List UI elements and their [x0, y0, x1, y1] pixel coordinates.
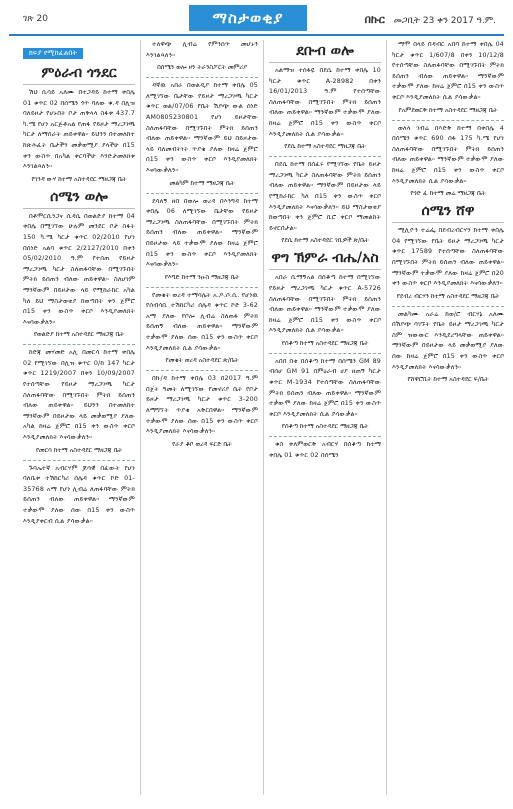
notice	[146, 374, 258, 450]
notice-body: ሽህ ሲሳይ አለሙ በተጋዳይ ከተማ ቀበሌ 01 ቁጥር 02 በሰሜን ጎጥ ባለው ቁ.ዳ በሊዝ ባለይዞታ የሆኑበት ቦታ ጠቅላላ ስፋቱ 437.7 ካ.ሜ የሆነ አርጅቶአል የጠፋ የይዞታ ማረጋገጫ ካርታ ለማሰራት ጠይቀዋል። ይህንን በተመለከተ ከጽሕፈት ቤታችን መቃወሚያ ያላችሁ በ15 ቀን ውስጥ በአካል ቀርባችሁ እንድታመለክቱ እንገልጻለን።	[23, 89, 135, 171]
notice-separator	[23, 460, 135, 461]
notice-body: ማሞ በላይ በዳብር አበባ ከተማ ቀበሌ 04 ካርታ ቁጥር 1/607/8 በቀን 10/12/8 የተሰጣቸው ስለጠፋባቸው በሚገኙበት ምትክ ይሰጠን ብለው ጠይቀዋል። ማንኛውም ተቃውሞ ያለው ከዛሬ ጀምሮ በ15 ቀን ውስጥ ቀርቦ እንዲያመለክት ሲል ያሳውቃል።	[392, 41, 504, 101]
notice-body: ከድጃ መሃመድ አሊ በመርሳ ከተማ ቀበሌ 02 የሚገኘው በሊዝ ቁጥር 0/ከ 147 ካርታ ቁጥር 1219/2007 በቀን 10/09/2007 የተሰጣቸው የይዞታ ማረጋገጫ ካርታ ስለጠፋባቸው በሚገኙበት ምትክ ይሰጠን ብለው ጠይቀዋል። ይህንን በተመለከተ ማንኛውም በይዞታው ላይ መቃወሚያ ያለው አካል ከዛሬ ጀምሮ በ15 ቀን ውስጥ ቀርቦ እንዲያመለክት እናሳውቃለን።	[23, 349, 135, 442]
notice-body: አበራ ሲማኝአል በሰቆጣ ከተማ በሚገኘው የይዞታ ማረጋገጫ ካርታ ቁጥር A-5726 ስለጠፋባቸው በሚገኙበት ምትክ ይሰጠን ብለው ጠይቀዋል። ማንኛውም ተቃውሞ ያለው ከዛሬ ጀምሮ በ15 ቀን ውስጥ ቀርቦ እንዲያመለክት ሲል ያሳውቃል።	[269, 274, 381, 335]
notice-body: ወለላ ገብሬ በእድቅ ከተማ በቀበሌ 4 በሰሜን ቁጥር 690 ሰፋ 175 ካ.ሜ የሆነ ስለጠፋባቸው በሚገኙበት ምትክ ይሰጠን ብለው ጠይቀዋል። ማንኛውም ተቃውሞ ያለው ከዛሬ ጀምሮ በ15 ቀን ውስጥ ቀርቦ እንዲያመለክት ሲል ያሳውቃል።	[392, 124, 504, 185]
notice-body: በቶሞርሲንጋና ሲዳሴ በወልድያ ከተማ 04 ቀበሌ በሚገኘው ሁሉም መንደር ቦታ ስፋት 150 ካ.ሜ ካርታ ቁጥር 02/2010 የሆነ በሰነድ አልባ ቁጥር 2/2127/2010 በቀን 05/02/2010 ዓ.ም የተሰጠ የይዞታ ማረጋገጫ ካርታ ስለጠፋባቸው በሚገኙበት ምትክ ይሰጠን ብለው ጠይቀዋል። ስለሆነም ማንኛውም በይዞታው ላይ የሚከራከር አካል ካለ ይህ ማስታወቂያ ከወጣበት ቀን ጀምሮ በ15 ቀን ውስጥ ቀርቦ እንዲያመለክት እናሳውቃለን።	[23, 212, 135, 326]
notice-signature: የራያ ቆቦ ወረዳ ፍርድ ቤት	[172, 440, 232, 448]
column-divider	[386, 40, 387, 795]
notice	[269, 250, 381, 349]
region-heading: ሰሜን ሸዋ	[392, 203, 504, 223]
notice-columns	[23, 40, 504, 799]
notice	[269, 440, 381, 461]
notice-signature: የደሴ ከተማ አስተዳደር ገቢዎች ጽ/ቤት	[281, 237, 369, 245]
notice-signature: የጎድ ፈ ከተማ መሬ ማዘጋጃ ቤት	[410, 190, 486, 198]
notice-signature: የሰቆጣ ከተማ አስተዳደር ማዘጋጃ ቤት	[281, 339, 369, 347]
notice-body: በደሴ ከተማ በሰፈሩ የሚገኘው የቤት ይዞታ ማረጋገጫ ካርታ ስለጠፋባቸው ምትክ ይሰጠን ብለው ጠይቀዋል። ማንኛውም በይዞታው ላይ የሚከራከር ካለ በ15 ቀን ውስጥ ቀርቦ እንዲያመለክት እናሳውቃለን። ይህ ማስታወቂያ ከወጣበት ቀን ጀምሮ ቢሮ ቀርቦ ማመልከት ይኖርበታል።	[269, 161, 381, 232]
notice	[23, 348, 135, 455]
notice	[23, 189, 135, 341]
notice-separator	[146, 77, 258, 78]
notice-body: በኩ/ዳ ከተማ ቀበሌ 03 በ2017 ዓ.ም በጀት ዓመት ለሚገኘው የመኖሪያ ቤት የቦታ ይዞታ ማረጋገጫ ካርታ ቁጥር 3-200 ለማግኘት ጥያቄ አቅርበዋል። ማንኛውም ተቃውሞ ያለው ሰው በ15 ቀን ውስጥ ቀርቦ እንዲያመለክት እናሳውቃለን።	[146, 375, 258, 436]
notice-signature: የመቄት ወረዳ አስተዳደር ጽ/ቤት	[165, 357, 239, 365]
region-heading: ዋግ ኽምራ ብሔ/አስ	[269, 250, 381, 270]
notice-body: አበበ በቂ በሰቆጣ ከተማ በሰሜን GM 89 ብሰሆ GM 91 በምዕራብ ሀያ ዘጠኝ ካርታ ቁጥር M-1934 የተሰጣቸው ስለጠፋባቸው ምትክ ይሰጠን ብለው ጠይቀዋል። ማንኛውም ተቃውሞ ያለው ከዛሬ ጀምሮ በ15 ቀን ውስጥ ቀርቦ እንዲያመለክት ሲል ያሳውቃል።	[269, 357, 381, 418]
notice-signature: በሰሜን ወሎ ዞን ትራንስፖርት መምሪያ	[157, 64, 247, 72]
notice-body: ጉባኤተኛ አብርሃም ጆሳዊ በፈውት የሆነ ባለቤቱ ተሽከርካሪ ሰሌዳ ቁጥር ኮድ 01-35768 አማ የሆነ ሊብሬ ለጠፋባቸው ምትክ ይሰጠን ብለው ጠይቀዋል። ማንኛውም ተቃውሞ ያለው ሰው በ15 ቀን ውስጥ እንዲያቀርብ ሲል ያሳውቃል።	[23, 464, 135, 525]
column-1	[23, 40, 135, 799]
paper-name: በኩር	[364, 13, 385, 26]
notice	[392, 310, 504, 386]
notice-separator	[23, 344, 135, 345]
notice-signature: የደሴ ከተማ አስተዳደር ማዘጋጃ ቤት	[284, 143, 366, 151]
notice-body: አልማዝ ተሰፋዬ በደሴ ከተማ ቀበሌ 10 ካርታ ቁጥር A-28982 በቀን 16/01/2013 ዓ.ም የተሰጣቸው ስለጠፋባቸው በሚገኙበት ምትክ ይሰጠን ብለው ጠይቀዋል። ማንኛውም ተቃውሞ ያለው ከዛሬ ጀምሮ በ15 ቀን ውስጥ ቀርቦ እንዲያመለክት ሲል ያሳውቃል።	[269, 67, 381, 138]
notice	[23, 65, 135, 185]
column-divider	[263, 40, 264, 795]
notice-signature: የሸዋሮቢት ከተማ አስተዳደር ፍ/ቤት	[407, 376, 489, 384]
paid-notice-tag: ክፍያ የሚከፈልበት	[23, 48, 83, 59]
notice-separator	[269, 436, 381, 437]
notice-body: መልካሙ አራሬ ከወ/ሮ ብርሃኔ አለሙ በሽያጭ ባገኙት የቤት ይዞታ ማረጋገጫ ካርታ ስም ዝውውር እንዲደረግላቸው ጠይቀዋል። ማንኛውም በይዞታው ላይ መቃወሚያ ያለው ሰው ከዛሬ ጀምሮ በ15 ቀን ውስጥ ቀርቦ እንዲያመለክት እናሳውቃለን።	[392, 310, 504, 371]
region-heading: ደቡብ ወሎ	[269, 43, 381, 63]
notice-signature: የደብረ ብርሃን ከተማ አስተዳደር ማዘጋጃ ቤት	[396, 292, 500, 300]
notice-signature: መልካም ከተማ ማዘጋጃ ቤት	[169, 179, 235, 187]
notice-separator	[146, 287, 258, 288]
notice-separator	[269, 156, 381, 157]
notice	[392, 203, 504, 302]
column-3	[269, 40, 381, 799]
notice	[269, 357, 381, 433]
notice-body: ቁስ ቀለምወርቅ አብርሃ በሰቆጣ ከተማ ቀበሌ 01 ቁጥር 02 በሰሜን	[269, 441, 381, 460]
newspaper-page	[9, 4, 504, 799]
notice-signature: የሰቆጣ ከተማ አስተዳደር ማዘጋጃ ቤት	[281, 423, 369, 431]
notice-signature: የእግድ ከተማ ንዑስ ማዘጋጃ ቤት	[164, 273, 240, 281]
notice-signature: የወልድያ ከተማ አስተዳደር ማዘጋጃ ቤት	[33, 331, 125, 339]
notice-separator	[146, 370, 258, 371]
notice-separator	[269, 353, 381, 354]
notice	[146, 291, 258, 367]
notice	[392, 40, 504, 116]
notice-signature: የአምደወርቅ ከተማ አስተዳደር ማዘጋጃ ቤት	[398, 106, 498, 114]
paper-info	[365, 13, 496, 27]
notice-body: ተለዋጭ ሊብሬ የምንሰጥ መሆኑን እንገልጻለን።	[146, 41, 258, 59]
notice-body: ሚሊዮን ተሬፌ በደብረብርሃን ከተማ ቀበሌ 04 የሚገኘው የቤት ይዞታ ማረጋገጫ ካርታ ቁጥር 17589 የተሰጣቸው ስለጠፋባቸው በሚገኙበት ምትክ ይሰጠን ብለው ጠይቀዋል። ማንኛውም ተቃውሞ ያለው ከዛሬ ጀምሮ በ20 ቀን ውስጥ ቀርቦ እንዲያመለክት እናሳውቃለን።	[392, 227, 504, 288]
notice-body: የመቄት ወረዳ ተማሳሌት አ.ዶ.ሶ.ሲ. የሆነዉ የሰብሳቢ ተሽከርካሪ ሰሌዳ ቁጥር ኮድ 3-62 አማ ያለው የቦሎ ሊብሬ ስለጠፋ ምትክ ይሰጠኝ ብለው ጠይቀዋል። ማንኛውም ተቃውሞ ያለው ሰው በ15 ቀን ውስጥ ቀርቦ እንዲያመለክት ሲል ያሳውቃል።	[146, 291, 258, 352]
notice	[23, 464, 135, 528]
section-banner: ማስታወቂያ	[189, 5, 307, 31]
notice	[146, 81, 258, 188]
notice-signature: የመርሳ ከተማ አስተዳደር ማዘጋጃ ቤት	[35, 446, 123, 454]
notice-separator	[392, 306, 504, 307]
notice-separator	[392, 120, 504, 121]
notice	[269, 160, 381, 246]
notice-body: ደሳለኝ ዘበ በወሎ ወረዳ በእንግዳ ከተማ ቀበሌ 06 ለሚገኘው ቤታቸው የይዞታ ማረጋገጫ ስለጠፋባቸው በሚገኙበት ምትክ ይሰጠን ብለው ጠይቀዋል። ማንኛውም በይዞታው ላይ ተቃውሞ ያለው ከዛሬ ጀምሮ በ15 ቀን ውስጥ ቀርቦ እንዲያመለክት እናሳውቃለን።	[146, 197, 258, 269]
notice	[146, 40, 258, 73]
notice	[392, 124, 504, 200]
page-header	[9, 4, 504, 36]
page-number: ገጽ 20	[23, 14, 49, 24]
column-2	[146, 40, 258, 799]
region-heading: ሰሜን ወሎ	[23, 189, 135, 209]
region-heading: ምዕራብ ጎንደር	[23, 65, 135, 85]
column-divider	[140, 40, 141, 795]
column-4	[392, 40, 504, 799]
notice-separator	[146, 193, 258, 194]
notice-body: ዳኛዉ አበራ በወልዲያ ከተማ ቀበሌ 05 ለሚገኘው ቤታቸው የይዞታ ማረጋገጫ ካርታ ቁጥር ወል/07/06 የቤት ሽያጭ ውል ሰነድ AM0805230801 የሆነ ይዞታቸው ስለጠፋባቸው በሚገኙበት ምትክ ይሰጠን ብለው ጠይቀዋል። ማንኛውም ይህ በይዞታው ላይ ባለመብትነት ጥያቄ ያለው ከዛሬ ጀምሮ በ15 ቀን ውስጥ ቀርቦ እንዲያመለክት እናሳውቃለን።	[146, 82, 258, 174]
issue-date: መጋቢት 23 ቀን 2017 ዓ.ም.	[393, 16, 496, 26]
notice	[146, 197, 258, 283]
notice-signature: የገንዳ ውሃ ከተማ አስተዳደር ማዘጋጃ ቤት	[31, 175, 127, 183]
notice	[269, 43, 381, 152]
